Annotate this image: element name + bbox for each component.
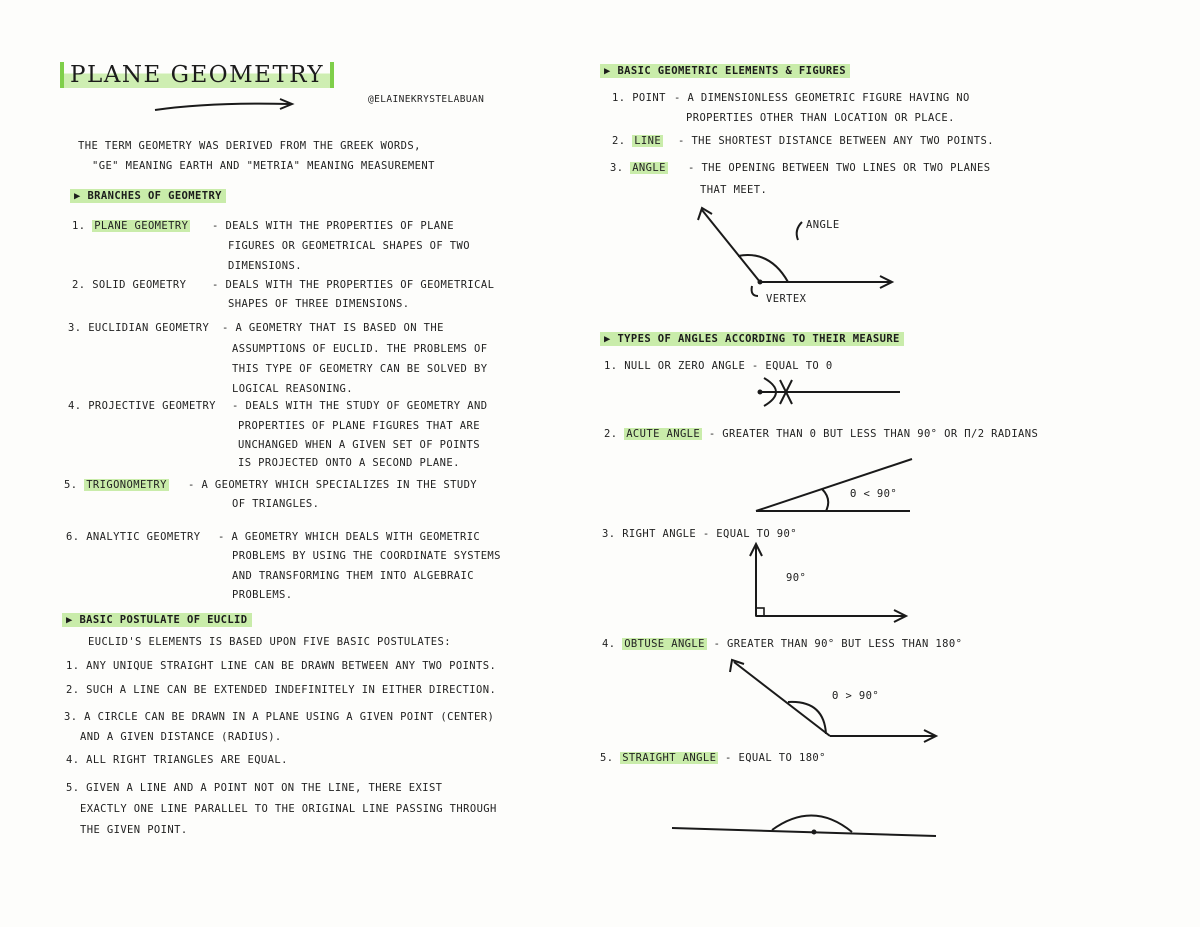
branch-num: 1. bbox=[72, 220, 86, 232]
null-angle-diagram bbox=[740, 372, 910, 412]
angle-label: RIGHT ANGLE bbox=[622, 528, 697, 540]
euclid-heading: ▶ BASIC POSTULATE OF EUCLID bbox=[62, 613, 252, 627]
branch-num: 5. bbox=[64, 479, 78, 491]
branch-desc-line: PROBLEMS. bbox=[232, 589, 293, 601]
branch-desc-line: IS PROJECTED ONTO A SECOND PLANE. bbox=[238, 457, 460, 469]
angle-desc: - EQUAL TO 0 bbox=[751, 360, 833, 372]
angle-label: ACUTE ANGLE bbox=[626, 428, 701, 440]
branch-label: ANALYTIC GEOMETRY bbox=[86, 531, 201, 543]
angle-label: NULL OR ZERO ANGLE bbox=[624, 360, 746, 372]
branch-item bbox=[72, 279, 186, 291]
intro-line-1: THE TERM GEOMETRY WAS DERIVED FROM THE GREEK WORDS, bbox=[78, 140, 421, 152]
branch-num: 4. bbox=[68, 400, 82, 412]
branch-desc-line: UNCHANGED WHEN A GIVEN SET OF POINTS bbox=[238, 439, 480, 451]
postulate-line: 1. ANY UNIQUE STRAIGHT LINE CAN BE DRAWN BETWEEN ANY TWO POINTS. bbox=[66, 660, 497, 672]
branch-desc-line: PROPERTIES OF PLANE FIGURES THAT ARE bbox=[238, 420, 480, 432]
element-item bbox=[612, 92, 666, 104]
branches-heading-text: BRANCHES OF GEOMETRY bbox=[87, 190, 222, 202]
branch-num: 3. bbox=[68, 322, 82, 334]
elements-heading: ▶ BASIC GEOMETRIC ELEMENTS & FIGURES bbox=[600, 64, 850, 78]
angles-heading-text: TYPES OF ANGLES ACCORDING TO THEIR MEASURE bbox=[617, 333, 900, 345]
branch-desc-line: - A GEOMETRY THAT IS BASED ON THE bbox=[222, 322, 444, 334]
branch-desc-line: SHAPES OF THREE DIMENSIONS. bbox=[228, 298, 410, 310]
euclid-heading-text: BASIC POSTULATE OF EUCLID bbox=[79, 614, 248, 626]
element-item bbox=[612, 135, 663, 147]
element-label: ANGLE bbox=[632, 162, 666, 174]
angle-num: 5. bbox=[600, 752, 614, 764]
element-desc-line: - A DIMENSIONLESS GEOMETRIC FIGURE HAVING NO bbox=[674, 92, 970, 104]
branch-desc-line: OF TRIANGLES. bbox=[232, 498, 320, 510]
element-num: 3. bbox=[610, 162, 624, 174]
branch-item bbox=[68, 400, 216, 412]
branch-desc-line: DIMENSIONS. bbox=[228, 260, 302, 272]
branch-desc-line: - DEALS WITH THE STUDY OF GEOMETRY AND bbox=[232, 400, 488, 412]
angles-heading: ▶ TYPES OF ANGLES ACCORDING TO THEIR MEASURE bbox=[600, 332, 904, 346]
angle-desc: - GREATER THAN 90° BUT LESS THAN 180° bbox=[713, 638, 963, 650]
branch-desc-line: - DEALS WITH THE PROPERTIES OF GEOMETRICAL bbox=[212, 279, 495, 291]
angle-num: 1. bbox=[604, 360, 618, 372]
angle-diagram bbox=[690, 200, 930, 300]
branch-label: PROJECTIVE GEOMETRY bbox=[88, 400, 216, 412]
angle-desc: - EQUAL TO 90° bbox=[702, 528, 797, 540]
straight-angle-diagram bbox=[668, 808, 943, 843]
branch-desc-line: - A GEOMETRY WHICH SPECIALIZES IN THE STUDY bbox=[188, 479, 478, 491]
branch-desc-line: AND TRANSFORMING THEM INTO ALGEBRAIC bbox=[232, 570, 474, 582]
element-desc-line: - THE OPENING BETWEEN TWO LINES OR TWO PLANES bbox=[688, 162, 991, 174]
branch-desc-line: THIS TYPE OF GEOMETRY CAN BE SOLVED BY bbox=[232, 363, 488, 375]
obtuse-angle-mark: Θ > 90° bbox=[832, 690, 880, 702]
acute-angle-mark: Θ < 90° bbox=[850, 488, 898, 500]
right-angle-diagram bbox=[748, 540, 918, 625]
branch-item bbox=[64, 479, 169, 491]
angle-num: 4. bbox=[602, 638, 616, 650]
angle-num: 2. bbox=[604, 428, 618, 440]
branches-heading: ▶ BRANCHES OF GEOMETRY bbox=[70, 189, 226, 203]
branch-item bbox=[68, 322, 209, 334]
branch-label: SOLID GEOMETRY bbox=[92, 279, 187, 291]
element-num: 2. bbox=[612, 135, 626, 147]
branch-desc-line: FIGURES OR GEOMETRICAL SHAPES OF TWO bbox=[228, 240, 470, 252]
angle-label: STRAIGHT ANGLE bbox=[622, 752, 717, 764]
branch-num: 2. bbox=[72, 279, 86, 291]
angle-item bbox=[602, 638, 962, 650]
element-label: LINE bbox=[634, 135, 662, 147]
postulate-line: 5. GIVEN A LINE AND A POINT NOT ON THE LINE, THERE EXIST bbox=[66, 782, 443, 794]
branch-label: EUCLIDIAN GEOMETRY bbox=[88, 322, 210, 334]
page-title: PLANE GEOMETRY bbox=[60, 62, 334, 88]
author-handle: @ELAINEKRYSTELABUAN bbox=[368, 94, 485, 105]
angle-label: OBTUSE ANGLE bbox=[624, 638, 705, 650]
angle-item bbox=[602, 528, 797, 540]
euclid-intro: EUCLID'S ELEMENTS IS BASED UPON FIVE BASIC POSTULATES: bbox=[88, 636, 451, 648]
branch-desc-line: - A GEOMETRY WHICH DEALS WITH GEOMETRIC bbox=[218, 531, 481, 543]
element-desc-line: THAT MEET. bbox=[700, 184, 768, 196]
element-label: POINT bbox=[632, 92, 666, 104]
intro-line-2: "GE" MEANING EARTH AND "METRIA" MEANING MEASUREMENT bbox=[92, 160, 435, 172]
postulate-line: 3. A CIRCLE CAN BE DRAWN IN A PLANE USING A GIVEN POINT (CENTER) bbox=[64, 711, 495, 723]
diagram-vertex-label: VERTEX bbox=[766, 293, 807, 305]
branch-desc-line: PROBLEMS BY USING THE COORDINATE SYSTEMS bbox=[232, 550, 501, 562]
branch-desc-line: - DEALS WITH THE PROPERTIES OF PLANE bbox=[212, 220, 454, 232]
branch-label: TRIGONOMETRY bbox=[86, 479, 167, 491]
angle-desc: - GREATER THAN 0 BUT LESS THAN 90° OR Π/2 RADIANS bbox=[708, 428, 1039, 440]
branch-label: PLANE GEOMETRY bbox=[94, 220, 189, 232]
title-underline-arrow bbox=[150, 96, 300, 116]
branch-num: 6. bbox=[66, 531, 80, 543]
right-angle-mark: 90° bbox=[786, 572, 807, 584]
element-item bbox=[610, 162, 668, 174]
postulate-line: EXACTLY ONE LINE PARALLEL TO THE ORIGINAL LINE PASSING THROUGH bbox=[80, 803, 497, 815]
angle-desc: - EQUAL TO 180° bbox=[725, 752, 826, 764]
element-desc-line: PROPERTIES OTHER THAN LOCATION OR PLACE. bbox=[686, 112, 955, 124]
angle-item bbox=[604, 360, 833, 372]
element-desc-line: - THE SHORTEST DISTANCE BETWEEN ANY TWO POINTS. bbox=[678, 135, 994, 147]
branch-desc-line: LOGICAL REASONING. bbox=[232, 383, 353, 395]
branch-desc-line: ASSUMPTIONS OF EUCLID. THE PROBLEMS OF bbox=[232, 343, 488, 355]
postulate-line: 2. SUCH A LINE CAN BE EXTENDED INDEFINITELY IN EITHER DIRECTION. bbox=[66, 684, 497, 696]
angle-item bbox=[604, 428, 1038, 440]
postulate-line: 4. ALL RIGHT TRIANGLES ARE EQUAL. bbox=[66, 754, 288, 766]
angle-num: 3. bbox=[602, 528, 616, 540]
postulate-line: THE GIVEN POINT. bbox=[80, 824, 188, 836]
angle-item bbox=[600, 752, 826, 764]
branch-item bbox=[72, 220, 190, 232]
diagram-angle-label: ANGLE bbox=[806, 219, 840, 231]
postulate-line: AND A GIVEN DISTANCE (RADIUS). bbox=[80, 731, 282, 743]
elements-heading-text: BASIC GEOMETRIC ELEMENTS & FIGURES bbox=[617, 65, 846, 77]
branch-item bbox=[66, 531, 200, 543]
element-num: 1. bbox=[612, 92, 626, 104]
